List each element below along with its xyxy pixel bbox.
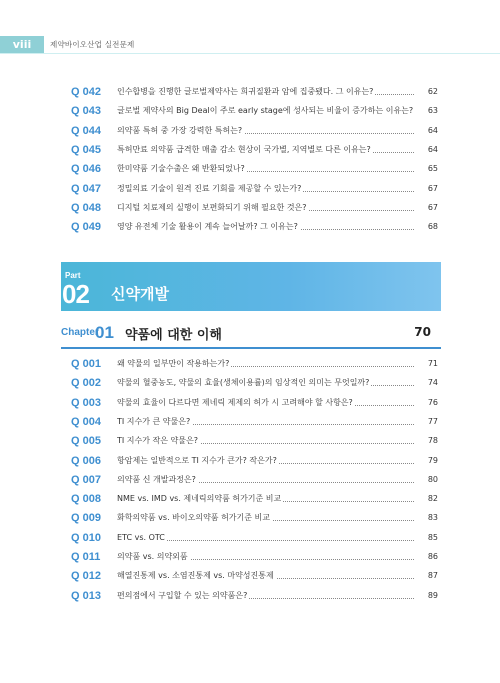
toc-entry[interactable] <box>0 490 500 508</box>
question-text <box>117 548 438 566</box>
question-number: Q 004 <box>71 415 101 428</box>
chapter-number: 01 <box>95 323 114 342</box>
question-text-label: 디지털 치료제의 실행이 보편화되기 위해 필요한 것은? <box>117 203 307 213</box>
question-number: Q 044 <box>71 124 101 137</box>
header-divider <box>0 53 500 54</box>
question-number: Q 010 <box>71 531 101 544</box>
toc-entry[interactable] <box>0 180 500 198</box>
toc-entry[interactable] <box>0 548 500 566</box>
toc-entry[interactable] <box>0 199 500 217</box>
question-text-label: ETC vs. OTC <box>117 532 165 542</box>
page-number: 71 <box>414 355 438 373</box>
toc-entry[interactable] <box>0 529 500 547</box>
question-text <box>117 567 438 585</box>
question-text <box>117 141 438 159</box>
question-text <box>117 180 438 198</box>
toc-entry[interactable] <box>0 471 500 489</box>
question-text-label: TI 지수가 큰 약물은? <box>117 416 191 426</box>
question-text <box>117 587 438 605</box>
question-text <box>117 374 438 392</box>
question-text-label: 편의점에서 구입할 수 있는 의약품은? <box>117 590 248 600</box>
question-number: Q 001 <box>71 358 101 370</box>
question-text <box>117 160 438 178</box>
question-text-label: 화학의약품 vs. 바이오의약품 허가기준 비교 <box>117 513 270 523</box>
chapter-title: 약품에 대한 이해 <box>125 328 222 343</box>
question-number: Q 003 <box>71 396 101 409</box>
question-text-label: 해열진통제 vs. 소염진통제 vs. 마약성진통제 <box>117 571 274 581</box>
question-text-label: TI 지수가 작은 약물은? <box>117 436 198 446</box>
question-number: Q 049 <box>71 221 101 234</box>
page-number: 62 <box>414 83 438 101</box>
book-title: 제약바이오산업 실전문제 <box>50 40 135 49</box>
question-number: Q 043 <box>71 105 101 118</box>
question-number: Q 046 <box>71 163 101 176</box>
page-number: 89 <box>414 587 438 605</box>
question-number: Q 048 <box>71 202 101 215</box>
question-text-label: 영양 유전체 기술 활용이 계속 늘어날까? 그 이유는? <box>117 222 298 232</box>
toc-entry[interactable] <box>0 567 500 585</box>
toc-entry[interactable] <box>0 432 500 450</box>
question-number: Q 045 <box>71 144 101 157</box>
question-text-label: 한미약품 기술수출은 왜 반환되었나? <box>117 164 245 174</box>
page-number: 77 <box>414 413 438 431</box>
question-text-label: 왜 약물의 일부만이 작용하는가? <box>117 359 230 368</box>
question-text-label: 글로벌 제약사의 Big Deal이 주로 early stage에 성사되는 비율이 증가하는 이유는? <box>117 106 414 116</box>
toc-entry[interactable] <box>0 452 500 470</box>
page-number: 78 <box>414 432 438 450</box>
toc-entry[interactable] <box>0 141 500 159</box>
question-number: Q 011 <box>71 551 101 563</box>
toc-entry[interactable] <box>0 218 500 236</box>
page-number: 85 <box>414 529 438 547</box>
page-number-tab: viii <box>0 36 44 53</box>
page-number: 65 <box>414 160 438 178</box>
chapter-heading <box>61 324 441 348</box>
toc-entry[interactable] <box>0 413 500 431</box>
question-text <box>117 490 438 508</box>
question-text-label: 의약품 특허 중 가장 강력한 특허는? <box>117 125 243 135</box>
page-number: 76 <box>414 394 438 412</box>
question-number: Q 009 <box>71 512 101 525</box>
question-number: Q 012 <box>71 570 101 583</box>
question-text-label: 정밀의료 기술이 원격 진료 기회를 제공할 수 있는가? <box>117 183 302 193</box>
chapter-page: 70 <box>414 325 431 339</box>
question-text <box>117 413 438 431</box>
toc-entry[interactable] <box>0 587 500 605</box>
page-number: 67 <box>414 180 438 198</box>
toc-entry[interactable] <box>0 355 500 373</box>
page-number: 86 <box>414 548 438 566</box>
question-number: Q 002 <box>71 377 101 390</box>
toc-entry[interactable] <box>0 509 500 527</box>
running-header <box>0 36 500 53</box>
toc-entry[interactable] <box>0 394 500 412</box>
page-number: 64 <box>414 122 438 140</box>
question-text-label: 인수합병을 진행한 글로벌제약사는 희귀질환과 암에 집중됐다. 그 이유는? <box>117 87 374 96</box>
page-number: 74 <box>414 374 438 392</box>
toc-entry[interactable] <box>0 102 500 120</box>
question-text <box>117 83 438 101</box>
page-number: 68 <box>414 218 438 236</box>
question-number: Q 007 <box>71 473 101 486</box>
page-number: 64 <box>414 141 438 159</box>
question-text <box>117 394 438 412</box>
question-text <box>117 529 438 547</box>
question-text <box>117 218 438 236</box>
chapter-label: Chapter <box>61 327 99 338</box>
question-text <box>117 452 438 470</box>
page-number: 67 <box>414 199 438 217</box>
question-text-label: 특허만료 의약품 급격한 매출 감소 현상이 국가별, 지역별로 다른 이유는? <box>117 145 371 155</box>
question-text <box>117 355 438 373</box>
question-text-label: 약물의 혈중농도, 약물의 효율(생체이용률)의 임상적인 의미는 무엇일까? <box>117 378 370 388</box>
question-number: Q 006 <box>71 454 101 467</box>
question-text-label: 항암제는 일반적으로 TI 지수가 큰가? 작은가? <box>117 455 277 465</box>
question-number: Q 042 <box>71 86 101 98</box>
question-text <box>117 102 438 120</box>
toc-entry[interactable] <box>0 122 500 140</box>
question-number: Q 047 <box>71 182 101 195</box>
question-number: Q 013 <box>71 589 101 602</box>
page-number: 87 <box>414 567 438 585</box>
page-number: 82 <box>414 490 438 508</box>
part-number: 02 <box>62 279 89 309</box>
page-number: 83 <box>414 509 438 527</box>
part-label: Part <box>65 271 81 280</box>
toc-entry[interactable] <box>0 374 500 392</box>
part-title: 신약개발 <box>111 285 169 303</box>
question-text-label: NME vs. IMD vs. 제네릭의약품 허가기준 비교 <box>117 494 282 504</box>
question-text-label: 의약품 신 개발과정은? <box>117 474 196 484</box>
question-text <box>117 509 438 527</box>
question-number: Q 005 <box>71 435 101 448</box>
page-number: 80 <box>414 471 438 489</box>
question-text-label: 약물의 효율이 다르다면 제네릭 제제의 허가 시 고려해야 할 사항은? <box>117 397 353 407</box>
toc-entry[interactable] <box>0 83 500 101</box>
question-text <box>117 122 438 140</box>
question-text <box>117 199 438 217</box>
chapter-underline <box>61 347 441 349</box>
page-number: 79 <box>414 452 438 470</box>
question-number: Q 008 <box>71 493 101 506</box>
question-text <box>117 432 438 450</box>
question-text <box>117 471 438 489</box>
page-number: 63 <box>414 102 438 120</box>
question-text-label: 의약품 vs. 의약외품 <box>117 552 188 561</box>
toc-entry[interactable] <box>0 160 500 178</box>
